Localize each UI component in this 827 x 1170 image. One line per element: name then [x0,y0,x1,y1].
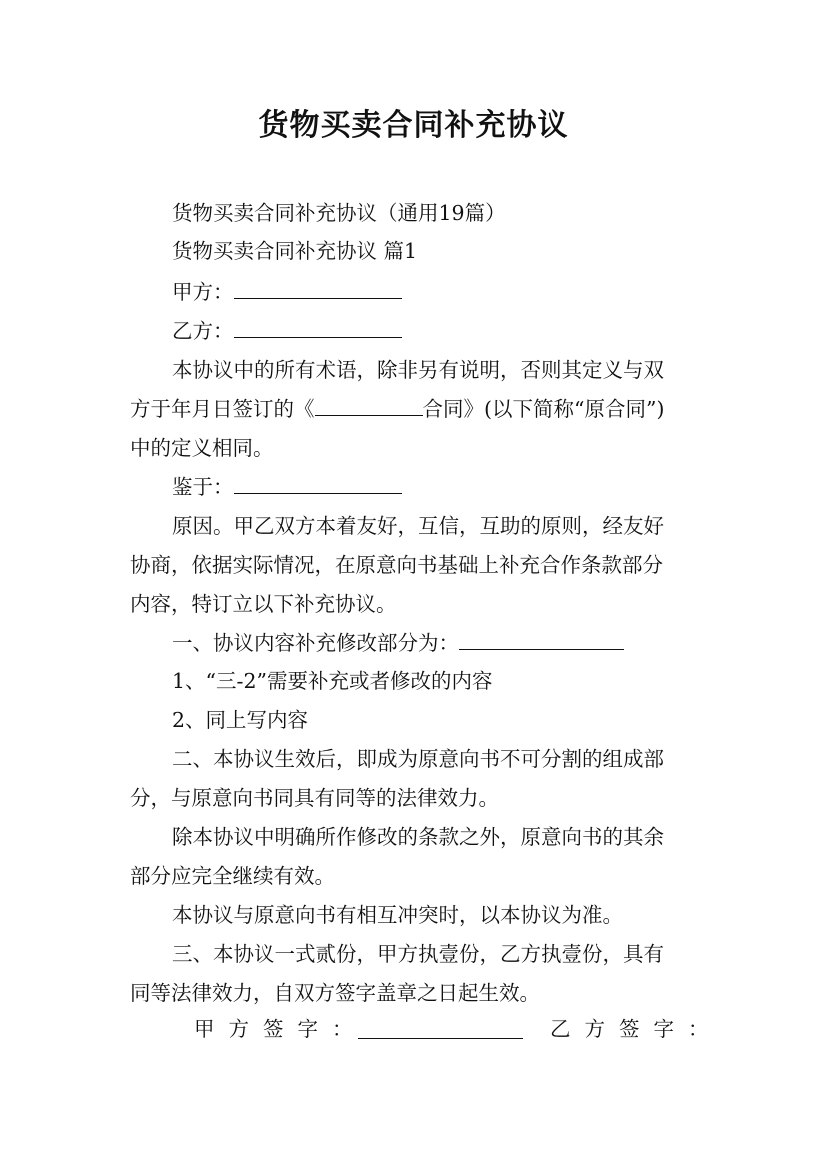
party-b-line [172,318,712,344]
paragraph-line: 协商，依据实际情况，在原意向书基础上补充合作条款部分 [130,553,663,577]
paragraph-line: 中的定义相同。 [130,436,274,460]
whereas-line [172,474,712,500]
clause-blank [459,631,624,650]
document-title: 货物买卖合同补充协议 [258,108,569,143]
paragraph-line: 二、本协议生效后，即成为原意向书不可分割的组成部 [172,747,664,771]
text-segment: 合同》(以下简称“原合同”) [422,397,665,421]
signature-b-label: 乙方签字： [550,1017,723,1041]
contract-name-blank [315,397,423,416]
signature-a-label: 甲方签字： [194,1017,367,1041]
paragraph-line: 分，与原意向书同具有同等的法律效力。 [130,786,499,810]
clause-line [172,630,712,656]
clause-item: 1、“三-2”需要补充或者修改的内容 [172,669,493,693]
whereas-blank [234,475,402,494]
paragraph-line: 除本协议中明确所作修改的条款之外，原意向书的其余 [172,825,664,849]
party-b-blank [234,319,402,338]
paragraph-line: 原因。甲乙双方本着友好，互信，互助的原则，经友好 [172,514,664,538]
party-a-label: 甲方： [172,280,234,304]
paragraph-line: 三、本协议一式贰份，甲方执壹份，乙方执壹份，具有 [172,942,664,966]
signature-a-blank [358,1020,523,1039]
paragraph-line: 本协议中的所有术语，除非另有说明，否则其定义与双 [172,358,664,382]
party-a-blank [234,280,402,299]
paragraph-line: 本协议与原意向书有相互冲突时，以本协议为准。 [172,903,623,927]
text-segment: 方于年月日签订的《 [130,397,315,421]
paragraph-line: 内容，特订立以下补充协议。 [130,592,397,616]
clause-item: 2、同上写内容 [172,708,309,732]
paragraph-line: 部分应完全继续有效。 [130,864,335,888]
party-a-line [172,279,712,305]
subtitle-line: 货物买卖合同补充协议（通用19篇） [172,201,506,225]
paragraph-line: 同等法律效力，自双方签字盖章之日起生效。 [130,981,540,1005]
paragraph-line [130,396,710,422]
whereas-label: 鉴于： [172,475,234,499]
clause-text: 一、协议内容补充修改部分为： [172,631,459,655]
party-b-label: 乙方： [172,319,234,343]
section-heading: 货物买卖合同补充协议 篇1 [172,239,418,263]
